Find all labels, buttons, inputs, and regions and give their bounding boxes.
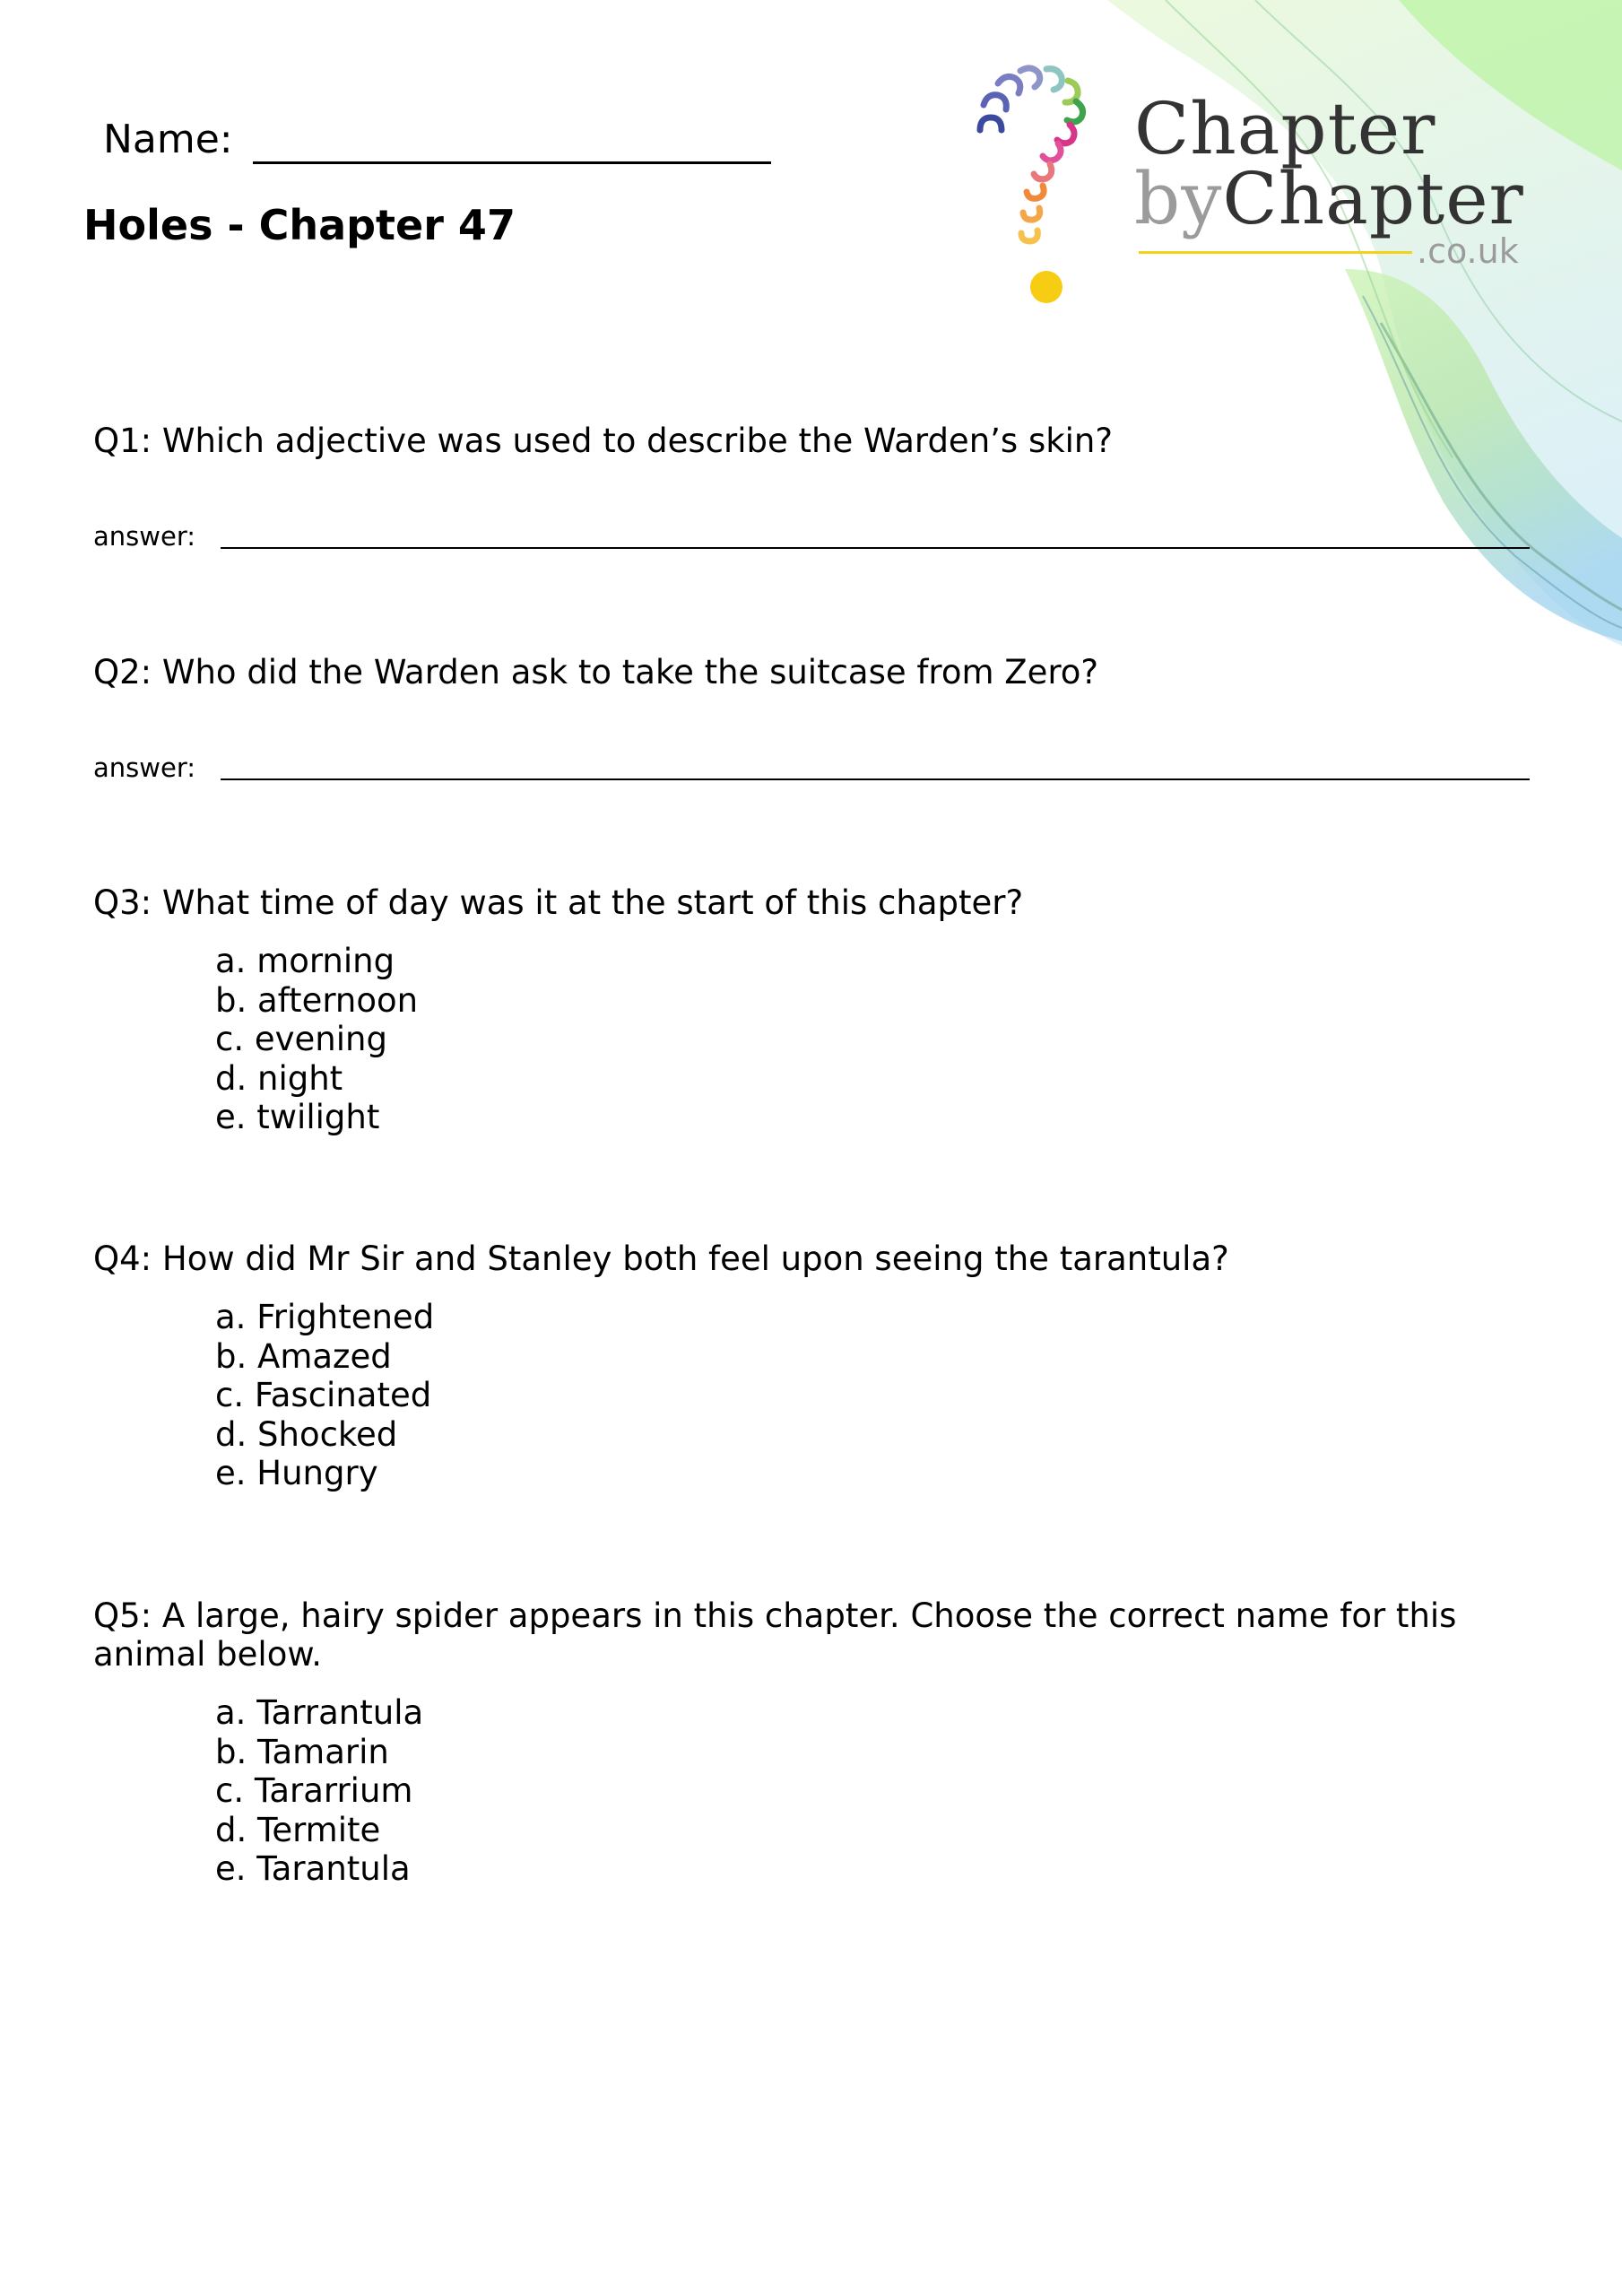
- option-q5-e[interactable]: e. Tarantula: [215, 1849, 411, 1888]
- answer-input-line-1[interactable]: [221, 547, 1530, 549]
- option-q3-e[interactable]: e. twilight: [215, 1098, 380, 1136]
- option-q3-d[interactable]: d. night: [215, 1058, 343, 1098]
- name-input-line[interactable]: [253, 161, 771, 164]
- answer-label: answer:: [93, 752, 196, 783]
- question-2: Q2: Who did the Warden ask to take the suitcase from Zero?: [93, 653, 1099, 691]
- question-1: Q1: Which adjective was used to describe the Warden’s skin?: [93, 422, 1114, 460]
- option-q4-d[interactable]: d. Shocked: [215, 1414, 398, 1454]
- logo-domain-suffix: .co.uk: [1417, 231, 1519, 271]
- question-3: Q3: What time of day was it at the start of this chapter?: [93, 883, 1024, 922]
- option-q4-a[interactable]: a. Frightened: [215, 1298, 435, 1336]
- chapter-by-chapter-logo: [1134, 87, 1538, 287]
- logo-rule: [1139, 251, 1412, 254]
- option-q5-c[interactable]: c. Tararrium: [215, 1771, 413, 1810]
- answer-row-1: [93, 520, 1528, 556]
- answer-input-line-2[interactable]: [221, 778, 1530, 780]
- option-q3-b[interactable]: b. afternoon: [215, 980, 419, 1020]
- books-question-mark-icon: [964, 49, 1134, 314]
- option-q4-e[interactable]: e. Hungry: [215, 1454, 378, 1492]
- answer-label: answer:: [93, 521, 196, 552]
- logo-text-chapter-second: Chapter: [1222, 157, 1524, 240]
- question-4: Q4: How did Mr Sir and Stanley both feel upon seeing the tarantula?: [93, 1239, 1229, 1278]
- options-list-q5: [215, 1693, 423, 1889]
- question-5: Q5: A large, hairy spider appears in this chapter. Choose the correct name for this animal below.: [93, 1596, 1457, 1674]
- option-q5-a[interactable]: a. Tarrantula: [215, 1693, 424, 1732]
- logo-text-bychapter: [1134, 157, 1524, 240]
- answer-row-2: [93, 752, 1528, 787]
- option-q5-d[interactable]: d. Termite: [215, 1810, 381, 1849]
- option-q4-c[interactable]: c. Fascinated: [215, 1376, 432, 1414]
- option-q4-b[interactable]: b. Amazed: [215, 1336, 392, 1376]
- option-q3-c[interactable]: c. evening: [215, 1020, 387, 1058]
- options-list-q3: [215, 942, 418, 1137]
- options-list-q4: [215, 1298, 434, 1493]
- name-label: Name:: [103, 117, 233, 162]
- option-q5-b[interactable]: b. Tamarin: [215, 1732, 389, 1771]
- worksheet-title: Holes - Chapter 47: [83, 201, 516, 249]
- logo-text-chapter: Chapter: [1134, 87, 1436, 170]
- option-q3-a[interactable]: a. morning: [215, 942, 395, 980]
- logo-text-by: by: [1134, 157, 1223, 240]
